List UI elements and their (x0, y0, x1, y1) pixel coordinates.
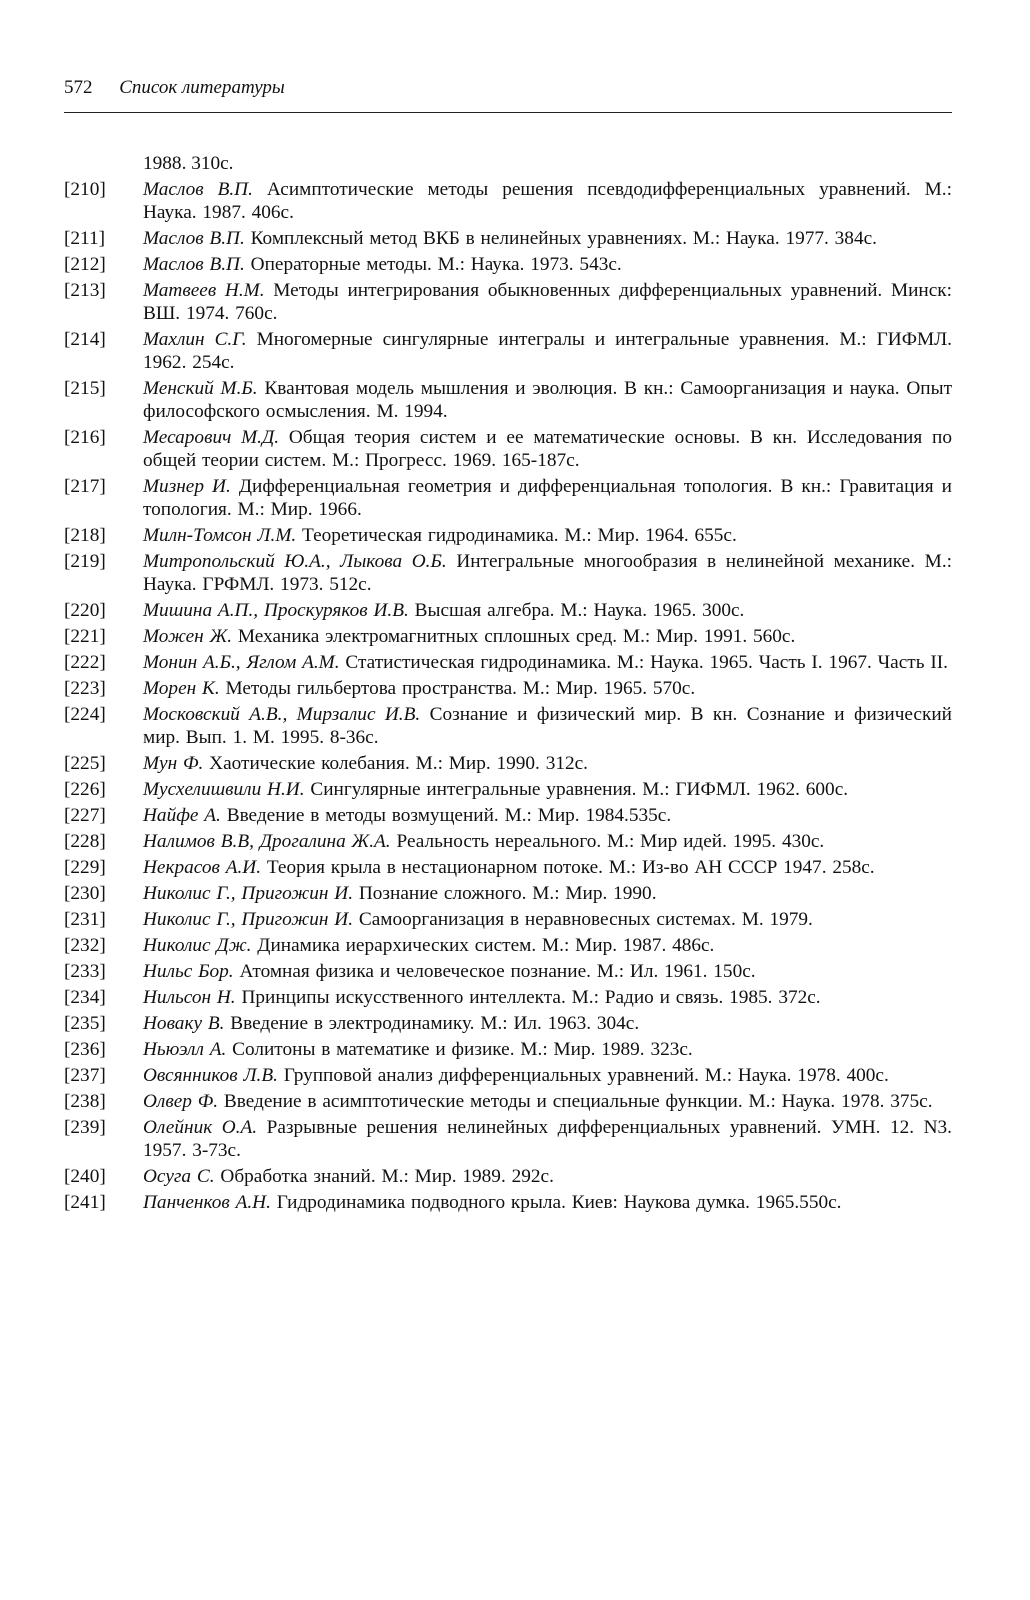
reference-title: Высшая алгебра. М.: Наука. 1965. 300с. (414, 600, 745, 621)
bibliography-entry (64, 778, 952, 801)
reference-number: [220] (64, 600, 106, 621)
reference-authors: Осуга С. (143, 1166, 215, 1187)
reference-authors: Нильсон Н. (143, 987, 236, 1008)
reference-title: Дифференциальная геометрия и дифференциальная топология. В кн.: Гравитация и топология. М.: Мир. 1966. (143, 476, 952, 520)
reference-number: [229] (64, 857, 106, 878)
reference-number: [235] (64, 1013, 106, 1034)
reference-authors: Менский М.Б. (143, 378, 258, 399)
bibliography-entry (64, 426, 952, 472)
reference-text (143, 625, 952, 648)
reference-number: [231] (64, 909, 106, 930)
reference-text (143, 1090, 952, 1113)
reference-number: [213] (64, 280, 106, 301)
bibliography-entry (64, 1090, 952, 1113)
bibliography-entry (64, 856, 952, 879)
reference-text (143, 986, 952, 1009)
reference-authors: Мусхелишвили Н.И. (143, 779, 305, 800)
reference-text (143, 934, 952, 957)
reference-title: Атомная физика и человеческое познание. М.: Ил. 1961. 150с. (239, 961, 756, 982)
reference-text (143, 377, 952, 423)
reference-number: [218] (64, 525, 106, 546)
reference-title: Разрывные решения нелинейных дифференциальных уравнений. УМН. 12. N3. 1957. 3-73с. (143, 1117, 952, 1161)
bibliography-entry (64, 960, 952, 983)
reference-text (143, 856, 952, 879)
reference-title: Введение в электродинамику. М.: Ил. 1963. 304с. (230, 1013, 640, 1034)
running-head (64, 76, 952, 113)
reference-title: Теоретическая гидродинамика. М.: Мир. 1964. 655с. (302, 525, 737, 546)
reference-authors: Николис Дж. (143, 935, 252, 956)
reference-text (143, 279, 952, 325)
reference-title: Многомерные сингулярные интегралы и интегральные уравнения. М.: ГИФМЛ. 1962. 254с. (143, 329, 952, 373)
bibliography-entry (64, 377, 952, 423)
reference-authors: Махлин С.Г. (143, 329, 247, 350)
reference-text (143, 1165, 952, 1188)
reference-text (143, 426, 952, 472)
reference-number: [224] (64, 704, 106, 725)
reference-text (143, 253, 952, 276)
reference-title: Асимптотические методы решения псевдодифференциальных уравнений. М.: Наука. 1987. 406с. (143, 179, 952, 223)
reference-authors: Морен К. (143, 678, 220, 699)
reference-number: [232] (64, 935, 106, 956)
bibliography-entries (64, 178, 952, 1214)
bibliography-entry (64, 651, 952, 674)
reference-authors: Николис Г., Пригожин И. (143, 883, 354, 904)
reference-number: [215] (64, 378, 106, 399)
reference-authors: Мун Ф. (143, 753, 204, 774)
reference-authors: Митропольский Ю.А., Лыкова О.Б. (143, 551, 447, 572)
reference-authors: Месарович М.Д. (143, 427, 280, 448)
reference-number: [238] (64, 1091, 106, 1112)
bibliography-entry (64, 178, 952, 224)
reference-number: [216] (64, 427, 106, 448)
bibliography-entry (64, 986, 952, 1009)
bibliography-entry (64, 227, 952, 250)
reference-number: [211] (64, 228, 106, 249)
reference-text (143, 1191, 952, 1214)
reference-text (143, 227, 952, 250)
reference-title: Гидродинамика подводного крыла. Киев: Наукова думка. 1965.550с. (276, 1192, 842, 1213)
reference-text (143, 1064, 952, 1087)
reference-title: Методы интегрирования обыкновенных дифференциальных уравнений. Минск: ВШ. 1974. 760с. (143, 280, 953, 324)
reference-text (143, 1038, 952, 1061)
reference-authors: Монин А.Б., Яглом А.М. (143, 652, 340, 673)
reference-authors: Панченков А.Н. (143, 1192, 271, 1213)
reference-text (143, 830, 952, 853)
reference-authors: Московский А.В., Мирзалис И.В. (143, 704, 421, 725)
reference-title: Реальность нереального. М.: Мир идей. 1995. 430с. (396, 831, 825, 852)
reference-title: Познание сложного. М.: Мир. 1990. (358, 883, 657, 904)
reference-title: Динамика иерархических систем. М.: Мир. 1987. 486с. (257, 935, 715, 956)
reference-number: [219] (64, 551, 106, 572)
bibliography-entry (64, 830, 952, 853)
reference-title: Сознание и физический мир. В кн. Сознание и физический мир. Вып. 1. М. 1995. 8-36с. (143, 704, 952, 748)
page-number: 572 (64, 77, 93, 98)
reference-title: Операторные методы. М.: Наука. 1973. 543с. (250, 254, 622, 275)
running-title: Список литературы (119, 77, 285, 98)
reference-number: [221] (64, 626, 106, 647)
bibliography-entry (64, 279, 952, 325)
reference-text (143, 651, 952, 674)
bibliography-entry (64, 475, 952, 521)
bibliography-entry (64, 752, 952, 775)
reference-title: Солитоны в математике и физике. М.: Мир. 1989. 323с. (232, 1039, 693, 1060)
reference-text (143, 599, 952, 622)
reference-number: [225] (64, 753, 106, 774)
reference-text (143, 703, 952, 749)
reference-text (143, 328, 952, 374)
reference-title: Методы гильбертова пространства. М.: Мир. 1965. 570с. (225, 678, 696, 699)
reference-number: [226] (64, 779, 106, 800)
bibliography-entry (64, 934, 952, 957)
bibliography-entry (64, 908, 952, 931)
reference-number: [217] (64, 476, 106, 497)
reference-authors: Мизнер И. (143, 476, 231, 497)
bibliography-entry (64, 625, 952, 648)
reference-number: [214] (64, 329, 106, 350)
reference-authors: Найфе А. (143, 805, 221, 826)
reference-text (143, 960, 952, 983)
bibliography-continuation: 1988. 310с. (143, 153, 234, 174)
reference-text (143, 677, 952, 700)
bibliography-entry (64, 882, 952, 905)
reference-title: Квантовая модель мышления и эволюция. В кн.: Самоорганизация и наука. Опыт философского осмысления. М. 1994. (143, 378, 952, 422)
reference-title: Хаотические колебания. М.: Мир. 1990. 312с. (209, 753, 588, 774)
reference-authors: Новаку В. (143, 1013, 225, 1034)
reference-number: [222] (64, 652, 106, 673)
reference-number: [223] (64, 678, 106, 699)
bibliography-entry (64, 599, 952, 622)
reference-text (143, 882, 952, 905)
bibliography-entry (64, 804, 952, 827)
reference-number: [210] (64, 179, 106, 200)
bibliography-entry (64, 1165, 952, 1188)
reference-authors: Милн-Томсон Л.М. (143, 525, 297, 546)
reference-title: Введение в методы возмущений. М.: Мир. 1984.535с. (226, 805, 672, 826)
reference-number: [212] (64, 254, 106, 275)
reference-title: Обработка знаний. М.: Мир. 1989. 292с. (220, 1166, 554, 1187)
reference-authors: Маслов В.П. (143, 228, 245, 249)
reference-authors: Маслов В.П. (143, 179, 253, 200)
reference-title: Самоорганизация в неравновесных системах. М. 1979. (358, 909, 813, 930)
reference-number: [241] (64, 1192, 106, 1213)
bibliography-entry (64, 1191, 952, 1214)
reference-text (143, 178, 952, 224)
reference-text (143, 1012, 952, 1035)
reference-number: [237] (64, 1065, 106, 1086)
reference-title: Комплексный метод ВКБ в нелинейных уравнениях. М.: Наука. 1977. 384с. (250, 228, 877, 249)
reference-authors: Налимов В.В, Дрогалина Ж.А. (143, 831, 391, 852)
reference-title: Теория крыла в нестационарном потоке. М.: Из-во АН СССР 1947. 258с. (266, 857, 875, 878)
reference-authors: Матвеев Н.М. (143, 280, 265, 301)
bibliography-entry (64, 550, 952, 596)
reference-text (143, 524, 952, 547)
reference-text (143, 752, 952, 775)
reference-text (143, 908, 952, 931)
reference-title: Групповой анализ дифференциальных уравнений. М.: Наука. 1978. 400с. (283, 1065, 889, 1086)
reference-number: [230] (64, 883, 106, 904)
reference-title: Интегральные многообразия в нелинейной механике. М.: Наука. ГРФМЛ. 1973. 512с. (143, 551, 952, 595)
reference-authors: Олвер Ф. (143, 1091, 219, 1112)
bibliography-entry (64, 1012, 952, 1035)
reference-text (143, 550, 952, 596)
bibliography-entry (64, 253, 952, 276)
bibliography-entry (64, 703, 952, 749)
reference-authors: Нильс Бор. (143, 961, 234, 982)
reference-number: [233] (64, 961, 106, 982)
reference-text (143, 1116, 952, 1162)
reference-title: Общая теория систем и ее математические основы. В кн. Исследования по общей теории систем. М.: Прогресс. 1969. 165-187с. (143, 427, 952, 471)
bibliography-entry (64, 1038, 952, 1061)
reference-number: [236] (64, 1039, 106, 1060)
reference-authors: Некрасов А.И. (143, 857, 262, 878)
bibliography-entry (64, 328, 952, 374)
reference-authors: Ньюэлл А. (143, 1039, 227, 1060)
reference-title: Статистическая гидродинамика. М.: Наука. 1965. Часть I. 1967. Часть II. (345, 652, 948, 673)
reference-number: [228] (64, 831, 106, 852)
reference-authors: Николис Г., Пригожин И. (143, 909, 354, 930)
reference-text (143, 778, 952, 801)
reference-authors: Мишина А.П., Проскуряков И.В. (143, 600, 409, 621)
bibliography-entry (64, 524, 952, 547)
reference-title: Введение в асимптотические методы и специальные функции. М.: Наука. 1978. 375с. (223, 1091, 933, 1112)
reference-number: [234] (64, 987, 106, 1008)
reference-authors: Можен Ж. (143, 626, 233, 647)
reference-authors: Олейник О.А. (143, 1117, 258, 1138)
reference-number: [239] (64, 1117, 106, 1138)
bibliography-entry (64, 677, 952, 700)
reference-number: [227] (64, 805, 106, 826)
reference-title: Сингулярные интегральные уравнения. М.: ГИФМЛ. 1962. 600с. (310, 779, 849, 800)
reference-title: Принципы искусственного интеллекта. М.: Радио и связь. 1985. 372с. (241, 987, 821, 1008)
reference-authors: Маслов В.П. (143, 254, 245, 275)
bibliography-list (64, 152, 952, 1217)
reference-number: [240] (64, 1166, 106, 1187)
bibliography-entry (64, 1064, 952, 1087)
reference-authors: Овсянников Л.В. (143, 1065, 278, 1086)
bibliography-entry (64, 1116, 952, 1162)
reference-text (143, 475, 952, 521)
reference-text (143, 804, 952, 827)
reference-title: Механика электромагнитных сплошных сред. М.: Мир. 1991. 560с. (237, 626, 796, 647)
